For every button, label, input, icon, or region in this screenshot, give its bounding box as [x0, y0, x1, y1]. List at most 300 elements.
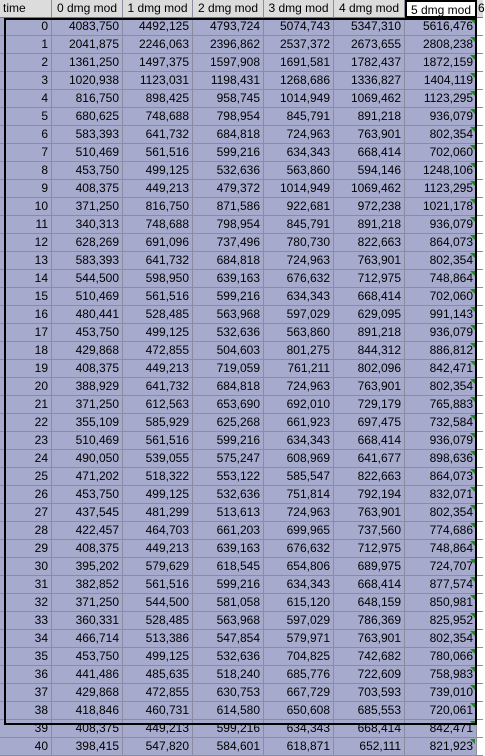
- value-cell[interactable]: 599,216: [193, 432, 264, 450]
- value-cell[interactable]: 650,608: [264, 702, 334, 720]
- value-cell[interactable]: 499,125: [123, 648, 193, 666]
- value-cell[interactable]: 2537,372: [264, 36, 334, 54]
- value-cell[interactable]: 724,963: [264, 378, 334, 396]
- value-cell[interactable]: 614,580: [193, 702, 264, 720]
- time-cell[interactable]: 2: [0, 54, 52, 72]
- value-cell[interactable]: 737,560: [334, 522, 405, 540]
- value-cell[interactable]: 958,745: [193, 90, 264, 108]
- value-cell[interactable]: 845,791: [264, 216, 334, 234]
- value-cell[interactable]: 4083,750: [52, 18, 123, 36]
- value-cell[interactable]: 684,818: [193, 378, 264, 396]
- value-cell[interactable]: 472,855: [123, 684, 193, 702]
- value-cell[interactable]: 2396,862: [193, 36, 264, 54]
- partial-column-cell[interactable]: [477, 594, 483, 612]
- partial-column-cell[interactable]: [477, 216, 483, 234]
- value-cell[interactable]: 739,010: [405, 684, 477, 702]
- value-cell[interactable]: 418,846: [52, 702, 123, 720]
- column-header-time[interactable]: time: [0, 0, 52, 18]
- value-cell[interactable]: 4793,724: [193, 18, 264, 36]
- value-cell[interactable]: 748,688: [123, 216, 193, 234]
- value-cell[interactable]: 724,963: [264, 504, 334, 522]
- value-cell[interactable]: 618,545: [193, 558, 264, 576]
- value-cell[interactable]: 355,109: [52, 414, 123, 432]
- value-cell[interactable]: 724,707: [405, 558, 477, 576]
- value-cell[interactable]: 599,216: [193, 288, 264, 306]
- column-header[interactable]: 1 dmg mod: [123, 0, 193, 18]
- value-cell[interactable]: 429,868: [52, 342, 123, 360]
- value-cell[interactable]: 864,073: [405, 234, 477, 252]
- value-cell[interactable]: 1361,250: [52, 54, 123, 72]
- partial-column-cell[interactable]: [477, 612, 483, 630]
- value-cell[interactable]: 763,901: [334, 504, 405, 522]
- value-cell[interactable]: 634,343: [264, 432, 334, 450]
- value-cell[interactable]: 2041,875: [52, 36, 123, 54]
- value-cell[interactable]: 518,240: [193, 666, 264, 684]
- value-cell[interactable]: 4492,125: [123, 18, 193, 36]
- time-cell[interactable]: 37: [0, 684, 52, 702]
- time-cell[interactable]: 8: [0, 162, 52, 180]
- value-cell[interactable]: 816,750: [123, 198, 193, 216]
- partial-column-cell[interactable]: [477, 684, 483, 702]
- value-cell[interactable]: 371,250: [52, 594, 123, 612]
- value-cell[interactable]: 532,636: [193, 486, 264, 504]
- value-cell[interactable]: 561,516: [123, 576, 193, 594]
- value-cell[interactable]: 801,275: [264, 342, 334, 360]
- time-cell[interactable]: 25: [0, 468, 52, 486]
- value-cell[interactable]: 685,553: [334, 702, 405, 720]
- value-cell[interactable]: 449,213: [123, 720, 193, 738]
- value-cell[interactable]: 408,375: [52, 540, 123, 558]
- value-cell[interactable]: 5074,743: [264, 18, 334, 36]
- value-cell[interactable]: 490,050: [52, 450, 123, 468]
- value-cell[interactable]: 388,929: [52, 378, 123, 396]
- value-cell[interactable]: 1198,431: [193, 72, 264, 90]
- value-cell[interactable]: 886,812: [405, 342, 477, 360]
- value-cell[interactable]: 802,354: [405, 378, 477, 396]
- time-cell[interactable]: 10: [0, 198, 52, 216]
- value-cell[interactable]: 724,963: [264, 252, 334, 270]
- value-cell[interactable]: 599,216: [193, 576, 264, 594]
- column-header[interactable]: 5 dmg mod: [405, 0, 477, 18]
- time-cell[interactable]: 12: [0, 234, 52, 252]
- value-cell[interactable]: 748,864: [405, 540, 477, 558]
- time-cell[interactable]: 34: [0, 630, 52, 648]
- value-cell[interactable]: 689,975: [334, 558, 405, 576]
- value-cell[interactable]: 825,952: [405, 612, 477, 630]
- value-cell[interactable]: 584,601: [193, 738, 264, 756]
- column-header[interactable]: 4 dmg mod: [334, 0, 405, 18]
- value-cell[interactable]: 648,159: [334, 594, 405, 612]
- time-cell[interactable]: 18: [0, 342, 52, 360]
- value-cell[interactable]: 481,299: [123, 504, 193, 522]
- value-cell[interactable]: 936,079: [405, 108, 477, 126]
- value-cell[interactable]: 471,202: [52, 468, 123, 486]
- column-header[interactable]: 6: [477, 0, 483, 18]
- value-cell[interactable]: 936,079: [405, 432, 477, 450]
- value-cell[interactable]: 816,750: [52, 90, 123, 108]
- value-cell[interactable]: 845,791: [264, 108, 334, 126]
- time-cell[interactable]: 30: [0, 558, 52, 576]
- value-cell[interactable]: 553,122: [193, 468, 264, 486]
- partial-column-cell[interactable]: [477, 540, 483, 558]
- value-cell[interactable]: 703,593: [334, 684, 405, 702]
- value-cell[interactable]: 842,471: [405, 360, 477, 378]
- time-cell[interactable]: 16: [0, 306, 52, 324]
- value-cell[interactable]: 639,163: [193, 270, 264, 288]
- time-cell[interactable]: 22: [0, 414, 52, 432]
- time-cell[interactable]: 28: [0, 522, 52, 540]
- partial-column-cell[interactable]: [477, 180, 483, 198]
- time-cell[interactable]: 7: [0, 144, 52, 162]
- time-cell[interactable]: 11: [0, 216, 52, 234]
- value-cell[interactable]: 763,901: [334, 252, 405, 270]
- value-cell[interactable]: 891,218: [334, 324, 405, 342]
- value-cell[interactable]: 453,750: [52, 324, 123, 342]
- value-cell[interactable]: 763,901: [334, 126, 405, 144]
- value-cell[interactable]: 653,690: [193, 396, 264, 414]
- partial-column-cell[interactable]: [477, 360, 483, 378]
- value-cell[interactable]: 661,923: [264, 414, 334, 432]
- value-cell[interactable]: 408,375: [52, 360, 123, 378]
- value-cell[interactable]: 702,060: [405, 144, 477, 162]
- value-cell[interactable]: 877,574: [405, 576, 477, 594]
- value-cell[interactable]: 684,818: [193, 252, 264, 270]
- value-cell[interactable]: 449,213: [123, 360, 193, 378]
- value-cell[interactable]: 579,971: [264, 630, 334, 648]
- time-cell[interactable]: 14: [0, 270, 52, 288]
- value-cell[interactable]: 594,146: [334, 162, 405, 180]
- time-cell[interactable]: 5: [0, 108, 52, 126]
- value-cell[interactable]: 563,968: [193, 306, 264, 324]
- time-cell[interactable]: 33: [0, 612, 52, 630]
- partial-column-cell[interactable]: [477, 432, 483, 450]
- value-cell[interactable]: 692,010: [264, 396, 334, 414]
- time-cell[interactable]: 3: [0, 72, 52, 90]
- value-cell[interactable]: 453,750: [52, 162, 123, 180]
- value-cell[interactable]: 340,313: [52, 216, 123, 234]
- column-header[interactable]: 0 dmg mod: [52, 0, 123, 18]
- partial-column-cell[interactable]: [477, 162, 483, 180]
- value-cell[interactable]: 732,584: [405, 414, 477, 432]
- value-cell[interactable]: 630,753: [193, 684, 264, 702]
- value-cell[interactable]: 561,516: [123, 144, 193, 162]
- value-cell[interactable]: 485,635: [123, 666, 193, 684]
- value-cell[interactable]: 972,238: [334, 198, 405, 216]
- value-cell[interactable]: 1123,295: [405, 180, 477, 198]
- value-cell[interactable]: 798,954: [193, 216, 264, 234]
- value-cell[interactable]: 737,496: [193, 234, 264, 252]
- time-cell[interactable]: 39: [0, 720, 52, 738]
- value-cell[interactable]: 583,393: [52, 126, 123, 144]
- partial-column-cell[interactable]: [477, 450, 483, 468]
- value-cell[interactable]: 786,369: [334, 612, 405, 630]
- value-cell[interactable]: 634,343: [264, 576, 334, 594]
- value-cell[interactable]: 685,776: [264, 666, 334, 684]
- value-cell[interactable]: 634,343: [264, 720, 334, 738]
- value-cell[interactable]: 936,079: [405, 216, 477, 234]
- time-cell[interactable]: 32: [0, 594, 52, 612]
- partial-column-cell[interactable]: [477, 720, 483, 738]
- value-cell[interactable]: 2808,238: [405, 36, 477, 54]
- value-cell[interactable]: 712,975: [334, 270, 405, 288]
- value-cell[interactable]: 1014,949: [264, 180, 334, 198]
- value-cell[interactable]: 382,852: [52, 576, 123, 594]
- partial-column-cell[interactable]: [477, 270, 483, 288]
- value-cell[interactable]: 763,901: [334, 378, 405, 396]
- time-cell[interactable]: 19: [0, 360, 52, 378]
- time-cell[interactable]: 15: [0, 288, 52, 306]
- time-cell[interactable]: 31: [0, 576, 52, 594]
- value-cell[interactable]: 844,312: [334, 342, 405, 360]
- value-cell[interactable]: 871,586: [193, 198, 264, 216]
- value-cell[interactable]: 765,883: [405, 396, 477, 414]
- value-cell[interactable]: 544,500: [52, 270, 123, 288]
- value-cell[interactable]: 1021,178: [405, 198, 477, 216]
- time-cell[interactable]: 4: [0, 90, 52, 108]
- value-cell[interactable]: 798,954: [193, 108, 264, 126]
- value-cell[interactable]: 704,825: [264, 648, 334, 666]
- partial-column-cell[interactable]: [477, 234, 483, 252]
- value-cell[interactable]: 641,732: [123, 378, 193, 396]
- value-cell[interactable]: 898,425: [123, 90, 193, 108]
- time-cell[interactable]: 13: [0, 252, 52, 270]
- value-cell[interactable]: 641,677: [334, 450, 405, 468]
- partial-column-cell[interactable]: [477, 126, 483, 144]
- partial-column-cell[interactable]: [477, 378, 483, 396]
- column-header[interactable]: 3 dmg mod: [264, 0, 334, 18]
- value-cell[interactable]: 1336,827: [334, 72, 405, 90]
- value-cell[interactable]: 629,095: [334, 306, 405, 324]
- value-cell[interactable]: 513,386: [123, 630, 193, 648]
- time-cell[interactable]: 36: [0, 666, 52, 684]
- value-cell[interactable]: 479,372: [193, 180, 264, 198]
- partial-column-cell[interactable]: [477, 504, 483, 522]
- partial-column-cell[interactable]: [477, 342, 483, 360]
- value-cell[interactable]: 780,730: [264, 234, 334, 252]
- time-cell[interactable]: 24: [0, 450, 52, 468]
- value-cell[interactable]: 539,055: [123, 450, 193, 468]
- time-cell[interactable]: 27: [0, 504, 52, 522]
- value-cell[interactable]: 504,603: [193, 342, 264, 360]
- value-cell[interactable]: 780,066: [405, 648, 477, 666]
- time-cell[interactable]: 0: [0, 18, 52, 36]
- value-cell[interactable]: 441,486: [52, 666, 123, 684]
- partial-column-cell[interactable]: [477, 18, 483, 36]
- value-cell[interactable]: 1497,375: [123, 54, 193, 72]
- value-cell[interactable]: 612,563: [123, 396, 193, 414]
- time-cell[interactable]: 35: [0, 648, 52, 666]
- value-cell[interactable]: 667,729: [264, 684, 334, 702]
- value-cell[interactable]: 724,963: [264, 126, 334, 144]
- value-cell[interactable]: 510,469: [52, 144, 123, 162]
- value-cell[interactable]: 722,609: [334, 666, 405, 684]
- value-cell[interactable]: 1782,437: [334, 54, 405, 72]
- value-cell[interactable]: 898,636: [405, 450, 477, 468]
- value-cell[interactable]: 532,636: [193, 324, 264, 342]
- value-cell[interactable]: 453,750: [52, 648, 123, 666]
- value-cell[interactable]: 758,983: [405, 666, 477, 684]
- value-cell[interactable]: 802,354: [405, 630, 477, 648]
- value-cell[interactable]: 891,218: [334, 108, 405, 126]
- value-cell[interactable]: 720,061: [405, 702, 477, 720]
- partial-column-cell[interactable]: [477, 558, 483, 576]
- value-cell[interactable]: 712,975: [334, 540, 405, 558]
- value-cell[interactable]: 499,125: [123, 162, 193, 180]
- value-cell[interactable]: 398,415: [52, 738, 123, 756]
- value-cell[interactable]: 1597,908: [193, 54, 264, 72]
- value-cell[interactable]: 684,818: [193, 126, 264, 144]
- value-cell[interactable]: 641,732: [123, 126, 193, 144]
- value-cell[interactable]: 676,632: [264, 270, 334, 288]
- value-cell[interactable]: 822,663: [334, 234, 405, 252]
- value-cell[interactable]: 691,096: [123, 234, 193, 252]
- partial-column-cell[interactable]: [477, 108, 483, 126]
- value-cell[interactable]: 668,414: [334, 144, 405, 162]
- value-cell[interactable]: 742,682: [334, 648, 405, 666]
- value-cell[interactable]: 513,613: [193, 504, 264, 522]
- value-cell[interactable]: 408,375: [52, 180, 123, 198]
- value-cell[interactable]: 563,968: [193, 612, 264, 630]
- value-cell[interactable]: 802,096: [334, 360, 405, 378]
- value-cell[interactable]: 480,441: [52, 306, 123, 324]
- value-cell[interactable]: 532,636: [193, 162, 264, 180]
- column-header[interactable]: 2 dmg mod: [193, 0, 264, 18]
- partial-column-cell[interactable]: [477, 522, 483, 540]
- value-cell[interactable]: 702,060: [405, 288, 477, 306]
- value-cell[interactable]: 864,073: [405, 468, 477, 486]
- value-cell[interactable]: 1069,462: [334, 90, 405, 108]
- partial-column-cell[interactable]: [477, 198, 483, 216]
- partial-column-cell[interactable]: [477, 144, 483, 162]
- value-cell[interactable]: 597,029: [264, 306, 334, 324]
- value-cell[interactable]: 360,331: [52, 612, 123, 630]
- time-cell[interactable]: 21: [0, 396, 52, 414]
- value-cell[interactable]: 1020,938: [52, 72, 123, 90]
- partial-column-cell[interactable]: [477, 54, 483, 72]
- partial-column-cell[interactable]: [477, 90, 483, 108]
- partial-column-cell[interactable]: [477, 72, 483, 90]
- value-cell[interactable]: 699,965: [264, 522, 334, 540]
- value-cell[interactable]: 581,058: [193, 594, 264, 612]
- value-cell[interactable]: 449,213: [123, 180, 193, 198]
- value-cell[interactable]: 618,871: [264, 738, 334, 756]
- value-cell[interactable]: 1123,295: [405, 90, 477, 108]
- value-cell[interactable]: 763,901: [334, 630, 405, 648]
- value-cell[interactable]: 634,343: [264, 288, 334, 306]
- value-cell[interactable]: 634,343: [264, 144, 334, 162]
- value-cell[interactable]: 641,732: [123, 252, 193, 270]
- partial-column-cell[interactable]: [477, 486, 483, 504]
- value-cell[interactable]: 936,079: [405, 324, 477, 342]
- value-cell[interactable]: 1691,581: [264, 54, 334, 72]
- value-cell[interactable]: 544,500: [123, 594, 193, 612]
- value-cell[interactable]: 5347,310: [334, 18, 405, 36]
- value-cell[interactable]: 563,860: [264, 162, 334, 180]
- partial-column-cell[interactable]: [477, 468, 483, 486]
- value-cell[interactable]: 395,202: [52, 558, 123, 576]
- value-cell[interactable]: 599,216: [193, 144, 264, 162]
- value-cell[interactable]: 547,820: [123, 738, 193, 756]
- value-cell[interactable]: 891,218: [334, 216, 405, 234]
- value-cell[interactable]: 680,625: [52, 108, 123, 126]
- value-cell[interactable]: 639,163: [193, 540, 264, 558]
- value-cell[interactable]: 991,143: [405, 306, 477, 324]
- value-cell[interactable]: 1123,031: [123, 72, 193, 90]
- value-cell[interactable]: 676,632: [264, 540, 334, 558]
- value-cell[interactable]: 719,059: [193, 360, 264, 378]
- value-cell[interactable]: 561,516: [123, 432, 193, 450]
- value-cell[interactable]: 583,393: [52, 252, 123, 270]
- value-cell[interactable]: 585,929: [123, 414, 193, 432]
- partial-column-cell[interactable]: [477, 702, 483, 720]
- value-cell[interactable]: 628,269: [52, 234, 123, 252]
- value-cell[interactable]: 668,414: [334, 288, 405, 306]
- value-cell[interactable]: 802,354: [405, 504, 477, 522]
- value-cell[interactable]: 668,414: [334, 432, 405, 450]
- partial-column-cell[interactable]: [477, 576, 483, 594]
- value-cell[interactable]: 661,203: [193, 522, 264, 540]
- value-cell[interactable]: 499,125: [123, 324, 193, 342]
- value-cell[interactable]: 460,731: [123, 702, 193, 720]
- value-cell[interactable]: 761,211: [264, 360, 334, 378]
- time-cell[interactable]: 29: [0, 540, 52, 558]
- value-cell[interactable]: 422,457: [52, 522, 123, 540]
- time-cell[interactable]: 26: [0, 486, 52, 504]
- value-cell[interactable]: 1268,686: [264, 72, 334, 90]
- time-cell[interactable]: 20: [0, 378, 52, 396]
- partial-column-cell[interactable]: [477, 252, 483, 270]
- value-cell[interactable]: 5616,476: [405, 18, 477, 36]
- value-cell[interactable]: 792,194: [334, 486, 405, 504]
- value-cell[interactable]: 1872,159: [405, 54, 477, 72]
- value-cell[interactable]: 472,855: [123, 342, 193, 360]
- time-cell[interactable]: 1: [0, 36, 52, 54]
- partial-column-cell[interactable]: [477, 324, 483, 342]
- partial-column-cell[interactable]: [477, 414, 483, 432]
- value-cell[interactable]: 652,111: [334, 738, 405, 756]
- time-cell[interactable]: 23: [0, 432, 52, 450]
- time-cell[interactable]: 17: [0, 324, 52, 342]
- value-cell[interactable]: 563,860: [264, 324, 334, 342]
- value-cell[interactable]: 510,469: [52, 288, 123, 306]
- time-cell[interactable]: 9: [0, 180, 52, 198]
- value-cell[interactable]: 575,247: [193, 450, 264, 468]
- value-cell[interactable]: 729,179: [334, 396, 405, 414]
- value-cell[interactable]: 1069,462: [334, 180, 405, 198]
- value-cell[interactable]: 1248,106: [405, 162, 477, 180]
- value-cell[interactable]: 510,469: [52, 432, 123, 450]
- time-cell[interactable]: 38: [0, 702, 52, 720]
- value-cell[interactable]: 654,806: [264, 558, 334, 576]
- value-cell[interactable]: 2673,655: [334, 36, 405, 54]
- value-cell[interactable]: 518,322: [123, 468, 193, 486]
- value-cell[interactable]: 822,663: [334, 468, 405, 486]
- value-cell[interactable]: 547,854: [193, 630, 264, 648]
- value-cell[interactable]: 821,923: [405, 738, 477, 756]
- partial-column-cell[interactable]: [477, 648, 483, 666]
- partial-column-cell[interactable]: [477, 396, 483, 414]
- value-cell[interactable]: 625,268: [193, 414, 264, 432]
- value-cell[interactable]: 561,516: [123, 288, 193, 306]
- value-cell[interactable]: 668,414: [334, 576, 405, 594]
- value-cell[interactable]: 850,981: [405, 594, 477, 612]
- partial-column-cell[interactable]: [477, 306, 483, 324]
- partial-column-cell[interactable]: [477, 36, 483, 54]
- value-cell[interactable]: 774,686: [405, 522, 477, 540]
- value-cell[interactable]: 922,681: [264, 198, 334, 216]
- time-cell[interactable]: 40: [0, 738, 52, 756]
- value-cell[interactable]: 2246,063: [123, 36, 193, 54]
